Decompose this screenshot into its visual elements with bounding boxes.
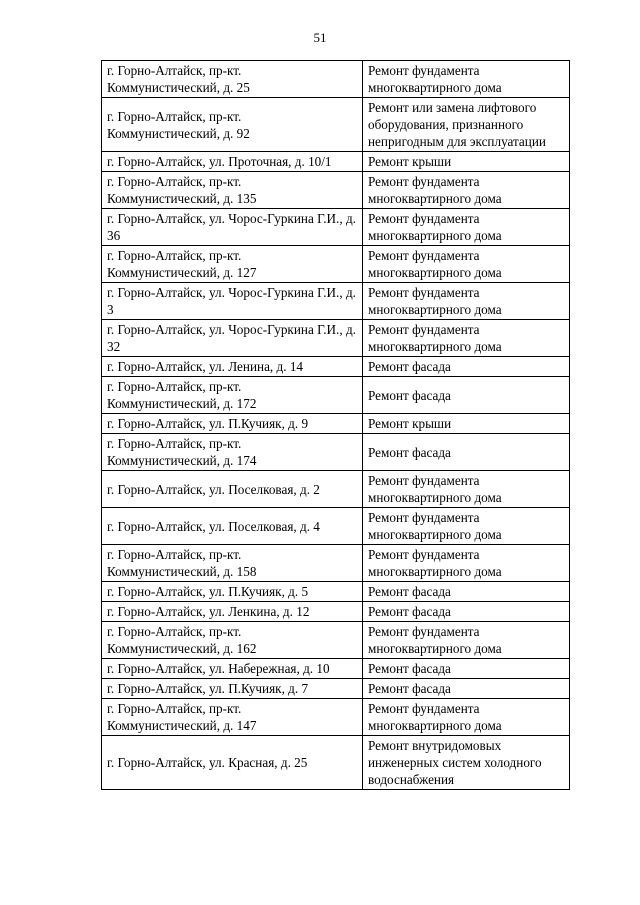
address-cell: г. Горно-Алтайск, пр-кт. Коммунистический, д. 127 — [102, 246, 363, 283]
address-cell: г. Горно-Алтайск, ул. Чорос-Гуркина Г.И., д. 32 — [102, 320, 363, 357]
table-row — [102, 246, 570, 283]
page-number: 51 — [313, 30, 327, 45]
address-cell: г. Горно-Алтайск, пр-кт. Коммунистический, д. 25 — [102, 61, 363, 98]
table-row — [102, 61, 570, 98]
table-row — [102, 434, 570, 471]
address-cell: г. Горно-Алтайск, ул. Ленина, д. 14 — [102, 357, 363, 377]
address-cell: г. Горно-Алтайск, ул. П.Кучияк, д. 5 — [102, 582, 363, 602]
work-type-cell: Ремонт фундамента многоквартирного дома — [363, 246, 570, 283]
table-row — [102, 357, 570, 377]
table-row — [102, 582, 570, 602]
work-type-cell: Ремонт фундамента многоквартирного дома — [363, 471, 570, 508]
table-row — [102, 659, 570, 679]
address-cell: г. Горно-Алтайск, ул. Чорос-Гуркина Г.И., д. 36 — [102, 209, 363, 246]
table-row — [102, 414, 570, 434]
table-row — [102, 622, 570, 659]
address-cell: г. Горно-Алтайск, пр-кт. Коммунистический, д. 135 — [102, 172, 363, 209]
table-row — [102, 320, 570, 357]
table-row — [102, 209, 570, 246]
work-type-cell: Ремонт крыши — [363, 152, 570, 172]
address-cell: г. Горно-Алтайск, ул. Набережная, д. 10 — [102, 659, 363, 679]
address-cell: г. Горно-Алтайск, ул. Поселковая, д. 2 — [102, 471, 363, 508]
address-cell: г. Горно-Алтайск, пр-кт. Коммунистический, д. 162 — [102, 622, 363, 659]
address-cell: г. Горно-Алтайск, ул. П.Кучияк, д. 9 — [102, 414, 363, 434]
work-type-cell: Ремонт фундамента многоквартирного дома — [363, 209, 570, 246]
work-type-cell: Ремонт фундамента многоквартирного дома — [363, 320, 570, 357]
work-type-cell: Ремонт фундамента многоквартирного дома — [363, 283, 570, 320]
works-table-body — [102, 61, 570, 790]
address-cell: г. Горно-Алтайск, ул. Ленкина, д. 12 — [102, 602, 363, 622]
work-type-cell: Ремонт внутридомовых инженерных систем холодного водоснабжения — [363, 736, 570, 790]
address-cell: г. Горно-Алтайск, пр-кт. Коммунистический, д. 172 — [102, 377, 363, 414]
table-row — [102, 508, 570, 545]
address-cell: г. Горно-Алтайск, ул. Проточная, д. 10/1 — [102, 152, 363, 172]
table-row — [102, 283, 570, 320]
work-type-cell: Ремонт фасада — [363, 434, 570, 471]
table-row — [102, 471, 570, 508]
works-table — [101, 60, 570, 790]
table-row — [102, 377, 570, 414]
address-cell: г. Горно-Алтайск, пр-кт. Коммунистический, д. 147 — [102, 699, 363, 736]
work-type-cell: Ремонт фундамента многоквартирного дома — [363, 508, 570, 545]
work-type-cell: Ремонт фундамента многоквартирного дома — [363, 699, 570, 736]
work-type-cell: Ремонт фундамента многоквартирного дома — [363, 172, 570, 209]
work-type-cell: Ремонт фасада — [363, 582, 570, 602]
table-row — [102, 699, 570, 736]
work-type-cell: Ремонт или замена лифтового оборудования, признанного непригодным для эксплуатации — [363, 98, 570, 152]
work-type-cell: Ремонт фасада — [363, 602, 570, 622]
table-row — [102, 98, 570, 152]
table-row — [102, 679, 570, 699]
table-row — [102, 736, 570, 790]
work-type-cell: Ремонт фундамента многоквартирного дома — [363, 545, 570, 582]
work-type-cell: Ремонт фундамента многоквартирного дома — [363, 61, 570, 98]
address-cell: г. Горно-Алтайск, ул. Поселковая, д. 4 — [102, 508, 363, 545]
address-cell: г. Горно-Алтайск, ул. Чорос-Гуркина Г.И., д. 3 — [102, 283, 363, 320]
work-type-cell: Ремонт крыши — [363, 414, 570, 434]
address-cell: г. Горно-Алтайск, пр-кт. Коммунистический, д. 158 — [102, 545, 363, 582]
work-type-cell: Ремонт фасада — [363, 377, 570, 414]
table-row — [102, 152, 570, 172]
address-cell: г. Горно-Алтайск, пр-кт. Коммунистический, д. 92 — [102, 98, 363, 152]
table-row — [102, 545, 570, 582]
address-cell: г. Горно-Алтайск, пр-кт. Коммунистический, д. 174 — [102, 434, 363, 471]
address-cell: г. Горно-Алтайск, ул. П.Кучияк, д. 7 — [102, 679, 363, 699]
table-row — [102, 602, 570, 622]
address-cell: г. Горно-Алтайск, ул. Красная, д. 25 — [102, 736, 363, 790]
work-type-cell: Ремонт фасада — [363, 357, 570, 377]
work-type-cell: Ремонт фундамента многоквартирного дома — [363, 622, 570, 659]
work-type-cell: Ремонт фасада — [363, 679, 570, 699]
table-row — [102, 172, 570, 209]
work-type-cell: Ремонт фасада — [363, 659, 570, 679]
